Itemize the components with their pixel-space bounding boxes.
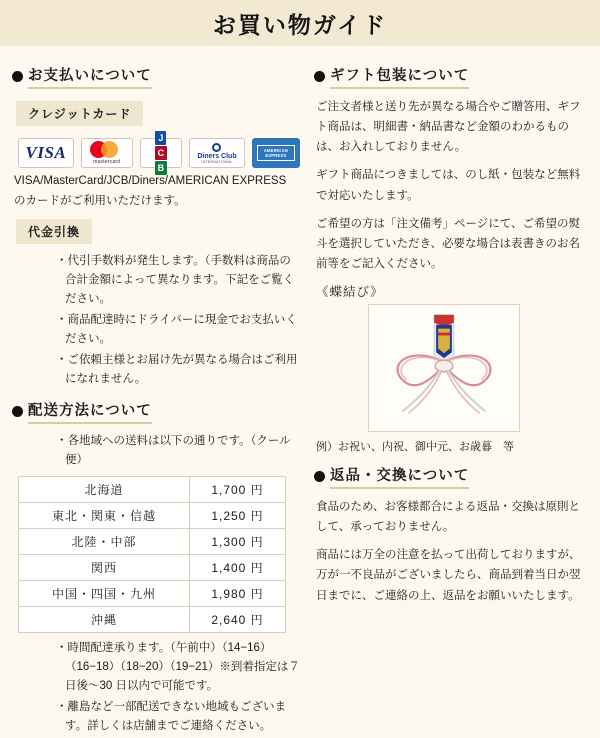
gift-heading-text: ギフト包装について — [330, 64, 469, 89]
mizuhiki-svg — [369, 305, 519, 431]
returns-section-heading — [314, 464, 588, 489]
diners-sublabel: INTERNATIONAL — [201, 159, 233, 164]
credit-card-tag: クレジットカード — [16, 101, 143, 126]
returns-heading-text: 返品・交換について — [330, 464, 469, 489]
jcb-icon: J C B — [140, 138, 182, 168]
table-cell-area: 関西 — [19, 554, 190, 580]
table-cell-area: 北陸・中部 — [19, 528, 190, 554]
gift-paragraph-1: ご注文者様と送り先が異なる場合やご贈答用、ギフト商品は、明細書・納品書など金額のわかるものは、お入れしておりません。 — [316, 101, 581, 154]
payment-heading-text: お支払いについて — [28, 64, 152, 89]
table-row — [19, 502, 286, 528]
mastercard-icon — [81, 138, 133, 168]
table-cell-price: 1,980 円 — [190, 580, 286, 606]
shipping-heading-text: 配送方法について — [28, 399, 152, 424]
table-row — [19, 606, 286, 632]
list-item: ・ 代引手数料が発生します。（手数料は商品の合計金額によって異なります。下記をご覧ください。 — [56, 252, 300, 309]
cod-tag: 代金引換 — [16, 219, 92, 244]
page-header — [0, 0, 600, 46]
gift-section-heading — [314, 64, 588, 89]
table-cell-price: 2,640 円 — [190, 606, 286, 632]
cards-note: VISA/MasterCard/JCB/Diners/AMERICAN EXPRESS のカードがご利用いただけます。 — [14, 175, 287, 207]
table-cell-price: 1,250 円 — [190, 502, 286, 528]
table-cell-price: 1,300 円 — [190, 528, 286, 554]
content-columns — [0, 46, 600, 738]
page-title: お買い物ガイド — [212, 11, 388, 38]
table-cell-area: 北海道 — [19, 476, 190, 502]
card-logos — [18, 133, 300, 173]
table-cell-area: 沖縄 — [19, 606, 190, 632]
visa-icon: VISA — [18, 138, 74, 168]
payment-section-heading — [12, 64, 300, 89]
table-cell-price: 1,400 円 — [190, 554, 286, 580]
returns-paragraph-2: 商品には万全の注意を払って出荷しておりますが、万が一不良品がございましたら、商品到着当日か翌日までに、ご連絡の上、返品をお願いいたします。 — [316, 549, 581, 602]
list-item: ・ ご依頼主様とお届け先が異なる場合はご利用になれません。 — [56, 351, 300, 389]
shipping-notes-list — [16, 639, 300, 736]
bullet-icon — [314, 71, 325, 82]
left-column — [12, 54, 308, 738]
list-item: ・ 各地域への送料は以下の通りです。（クール便） — [56, 432, 300, 470]
returns-paragraph-1: 食品のため、お客様都合による返品・交換は原則として、承っておりません。 — [316, 501, 581, 534]
table-cell-area: 東北・関東・信越 — [19, 502, 190, 528]
table-cell-area: 中国・四国・九州 — [19, 580, 190, 606]
mastercard-label: mastercard — [93, 159, 121, 165]
table-row — [19, 580, 286, 606]
list-item: ・ 離島など一部配送できない地域もございます。詳しくは店舗までご連絡ください。 — [56, 698, 300, 736]
amex-icon — [252, 138, 300, 168]
table-row — [19, 528, 286, 554]
amex-label: AMERICAN EXPRESS — [257, 145, 295, 162]
table-cell-price: 1,700 円 — [190, 476, 286, 502]
list-item: ・ 商品配達時にドライバーに現金でお支払いください。 — [56, 311, 300, 349]
gift-caption: 例）お祝い、内祝、御中元、お歳暮 等 — [316, 441, 514, 453]
gift-paragraph-2: ギフト商品につきましては、のし紙・包装など無料で対応いたします。 — [316, 169, 581, 202]
mizuhiki-illustration — [368, 304, 520, 432]
wrapping-style-title: 《蝶結び》 — [316, 285, 384, 299]
shipping-fee-table — [18, 476, 286, 633]
shipping-section-heading — [12, 399, 300, 424]
gift-paragraph-3: ご希望の方は「注文備考」ページにて、ご希望の熨斗を選択していただき、必要な場合は表書きのお名前等をご記入ください。 — [316, 217, 581, 270]
diners-label: Diners Club — [197, 152, 237, 160]
table-row — [19, 476, 286, 502]
shipping-intro-list — [16, 432, 300, 470]
bullet-icon — [12, 406, 23, 417]
bullet-icon — [12, 71, 23, 82]
bullet-icon — [314, 471, 325, 482]
right-column — [308, 54, 588, 738]
diners-icon — [189, 138, 245, 168]
cod-notes-list — [16, 252, 300, 389]
table-row — [19, 554, 286, 580]
list-item: ・ 時間配達承ります。（午前中）（14−16）（16−18）（18−20）（19−21）※到着指定は７日後〜30 日以内で可能です。 — [56, 639, 300, 696]
